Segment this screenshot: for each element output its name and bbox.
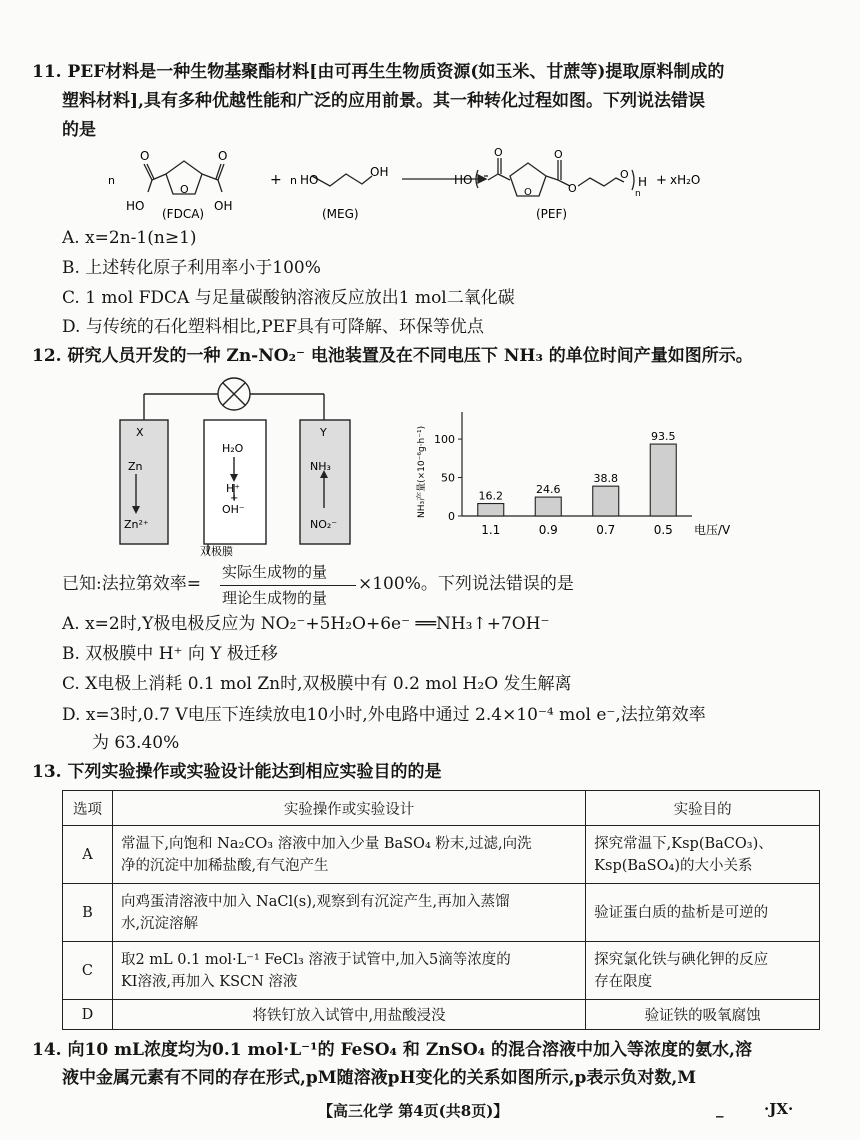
- purpose-line: 存在限度: [594, 973, 653, 990]
- table-header-row: [63, 791, 820, 826]
- formula-prefix: 已知:法拉第效率=: [62, 574, 201, 594]
- q11-option-c: C. 1 mol FDCA 与足量碳酸钠溶液反应放出1 mol二氧化碳: [62, 288, 515, 308]
- oh-ion-label: OH⁻: [222, 503, 245, 516]
- q11-option-b: B. 上述转化原子利用率小于100%: [62, 258, 321, 278]
- meg-oh: OH: [370, 165, 389, 179]
- bar-0_5: [650, 444, 676, 516]
- pef-o-carbonyl1: O: [494, 146, 503, 159]
- q13-stem: 13. 下列实验操作或实验设计能达到相应实验目的的是: [32, 762, 442, 782]
- header-operation: 实验操作或实验设计: [112, 791, 585, 826]
- q14-stem-line1: 14. 向10 mL浓度均为0.1 mol·L⁻¹的 FeSO₄ 和 ZnSO₄ 的混合溶液中加入等浓度的氨水,溶: [32, 1040, 752, 1060]
- footer-dash: _: [716, 1100, 724, 1118]
- q12-option-b: B. 双极膜中 H⁺ 向 Y 极迁移: [62, 644, 278, 664]
- pef-h-end: H: [638, 175, 648, 189]
- q12-option-a: A. x=2时,Y极电极反应为 NO₂⁻+5H₂O+6e⁻ ══NH₃↑+7OH⁻: [62, 614, 550, 634]
- bar-value-label: 93.5: [651, 430, 676, 444]
- row-purpose: [586, 826, 820, 884]
- bar-value-label: 38.8: [593, 472, 618, 486]
- row-purpose: [586, 942, 820, 1000]
- plus-sign-2: +: [656, 173, 667, 188]
- q14-stem-line2: 液中金属元素有不同的存在形式,pM随溶液pH变化的关系如图所示,p表示负对数,M: [62, 1068, 697, 1088]
- operation-line: 常温下,向饱和 Na₂CO₃ 溶液中加入少量 BaSO₄ 粉末,过滤,向洗: [120, 835, 532, 852]
- row-purpose: [586, 884, 820, 942]
- fdca-oh: OH: [214, 199, 233, 213]
- table-row: [63, 826, 820, 884]
- table-row: [63, 884, 820, 942]
- plus-label: +: [230, 493, 239, 504]
- meg-label: (MEG): [322, 207, 359, 221]
- water-product: xH₂O: [670, 173, 701, 187]
- fdca-o-left: O: [140, 149, 150, 163]
- y-tick-label: 50: [441, 471, 455, 485]
- bar-value-label: 24.6: [536, 483, 561, 497]
- nh3-yield-bar-chart: [410, 400, 740, 550]
- reaction-scheme: [100, 146, 740, 222]
- battery-diagram: [108, 372, 378, 562]
- row-operation: [112, 942, 585, 1000]
- q11-stem-line1: 11. PEF材料是一种生物基聚酯材料[由可再生生物质资源(如玉米、甘蔗等)提取原料制成的: [32, 62, 725, 82]
- fdca-ho: HO: [126, 199, 145, 213]
- operation-line: 净的沉淀中加稀盐酸,有气泡产生: [120, 857, 329, 874]
- q12-option-d-line1: D. x=3时,0.7 V电压下连续放电10小时,外电路中通过 2.4×10⁻⁴ mol e⁻,法拉第效率: [62, 705, 706, 725]
- row-key: C: [63, 942, 113, 1000]
- no2-label: NO₂⁻: [310, 518, 338, 531]
- bar-value-label: 16.2: [478, 489, 503, 503]
- pef-subscript-n: n: [635, 189, 641, 199]
- pef-label: (PEF): [536, 207, 568, 221]
- nh3-label: NH₃: [310, 460, 331, 473]
- q11-option-a: A. x=2n-1(n≥1): [62, 228, 197, 248]
- x-axis-label: 电压/V: [694, 523, 731, 537]
- formula-numerator: 实际生成物的量: [222, 563, 328, 581]
- header-purpose: 实验目的: [586, 791, 820, 826]
- table-row: [63, 942, 820, 1000]
- purpose-line: 探究氯化铁与碘化钾的反应: [594, 951, 769, 968]
- x-tick-label: 0.7: [596, 523, 616, 537]
- purpose-line: Ksp(BaSO₄)的大小关系: [594, 857, 753, 874]
- zn-label: Zn: [128, 460, 143, 473]
- operation-line: 水,沉淀溶解: [120, 915, 199, 932]
- footer-code: ·JX·: [764, 1100, 794, 1118]
- electrode-y: Y: [320, 426, 327, 439]
- x-tick-label: 1.1: [481, 523, 501, 537]
- experiment-table: [62, 790, 820, 1030]
- operation-line: 向鸡蛋清溶液中加入 NaCl(s),观察到有沉淀产生,再加入蒸馏: [120, 893, 510, 910]
- fdca-o-right: O: [218, 149, 228, 163]
- bar-1_1: [478, 504, 504, 516]
- operation-line: KI溶液,再加入 KSCN 溶液: [120, 973, 298, 990]
- row-purpose: 验证铁的吸氧腐蚀: [586, 1000, 820, 1030]
- q11-stem-line2: 塑料材料],具有多种优越性能和广泛的应用前景。其一种转化过程如图。下列说法错误: [62, 91, 705, 111]
- table-row: [63, 1000, 820, 1030]
- purpose-line: 验证蛋白质的盐析是可逆的: [594, 904, 769, 921]
- electrode-x: X: [136, 426, 144, 439]
- pef-o-end: O: [620, 168, 629, 181]
- page-footer: 【高三化学 第4页(共8页)】: [318, 1102, 509, 1120]
- coef-n-fdca: n: [108, 174, 115, 187]
- pef-ring-o: O: [524, 187, 532, 198]
- formula-denominator: 理论生成物的量: [222, 589, 328, 607]
- row-key: A: [63, 826, 113, 884]
- row-operation: 将铁钉放入试管中,用盐酸浸没: [112, 1000, 585, 1030]
- x-tick-label: 0.9: [538, 523, 558, 537]
- meg-ho: HO: [300, 173, 319, 187]
- zn-ion-label: Zn²⁺: [124, 518, 149, 531]
- plus-sign-1: +: [270, 172, 282, 188]
- operation-line: 取2 mL 0.1 mol·L⁻¹ FeCl₃ 溶液于试管中,加入5滴等浓度的: [120, 951, 511, 968]
- bipolar-membrane-label: 双极膜: [200, 545, 233, 558]
- coef-n-meg: n: [290, 174, 297, 187]
- header-option: 选项: [63, 791, 113, 826]
- q12-option-d-line2: 为 63.40%: [92, 733, 180, 753]
- pef-o-carbonyl2: O: [554, 148, 563, 161]
- fdca-label: (FDCA): [162, 207, 205, 221]
- q12-stem: 12. 研究人员开发的一种 Zn-NO₂⁻ 电池装置及在不同电压下 NH₃ 的单位时间产量如图所示。: [32, 346, 753, 366]
- row-key: D: [63, 1000, 113, 1030]
- bar-0_9: [535, 497, 561, 516]
- pef-o-ester: O: [568, 182, 577, 195]
- y-tick-label: 100: [434, 433, 455, 447]
- y-axis-label: NH₃产量(×10⁻⁶g·h⁻¹): [417, 425, 427, 518]
- water-label: H₂O: [222, 442, 244, 455]
- row-key: B: [63, 884, 113, 942]
- q11-option-d: D. 与传统的石化塑料相比,PEF具有可降解、环保等优点: [62, 317, 484, 337]
- x-tick-label: 0.5: [653, 523, 673, 537]
- fdca-ring-o: O: [180, 183, 189, 196]
- q11-stem-line3: 的是: [62, 120, 96, 140]
- y-tick-label: 0: [448, 510, 455, 523]
- purpose-line: 探究常温下,Ksp(BaCO₃)、: [594, 835, 773, 852]
- q12-option-c: C. X电极上消耗 0.1 mol Zn时,双极膜中有 0.2 mol H₂O 发生解离: [62, 674, 572, 694]
- row-operation: [112, 884, 585, 942]
- h-ion-label: H⁺: [226, 482, 241, 495]
- row-operation: [112, 826, 585, 884]
- formula-suffix: ×100%。下列说法错误的是: [358, 574, 574, 594]
- bar-0_7: [593, 486, 619, 516]
- pef-ho: HO: [454, 173, 473, 187]
